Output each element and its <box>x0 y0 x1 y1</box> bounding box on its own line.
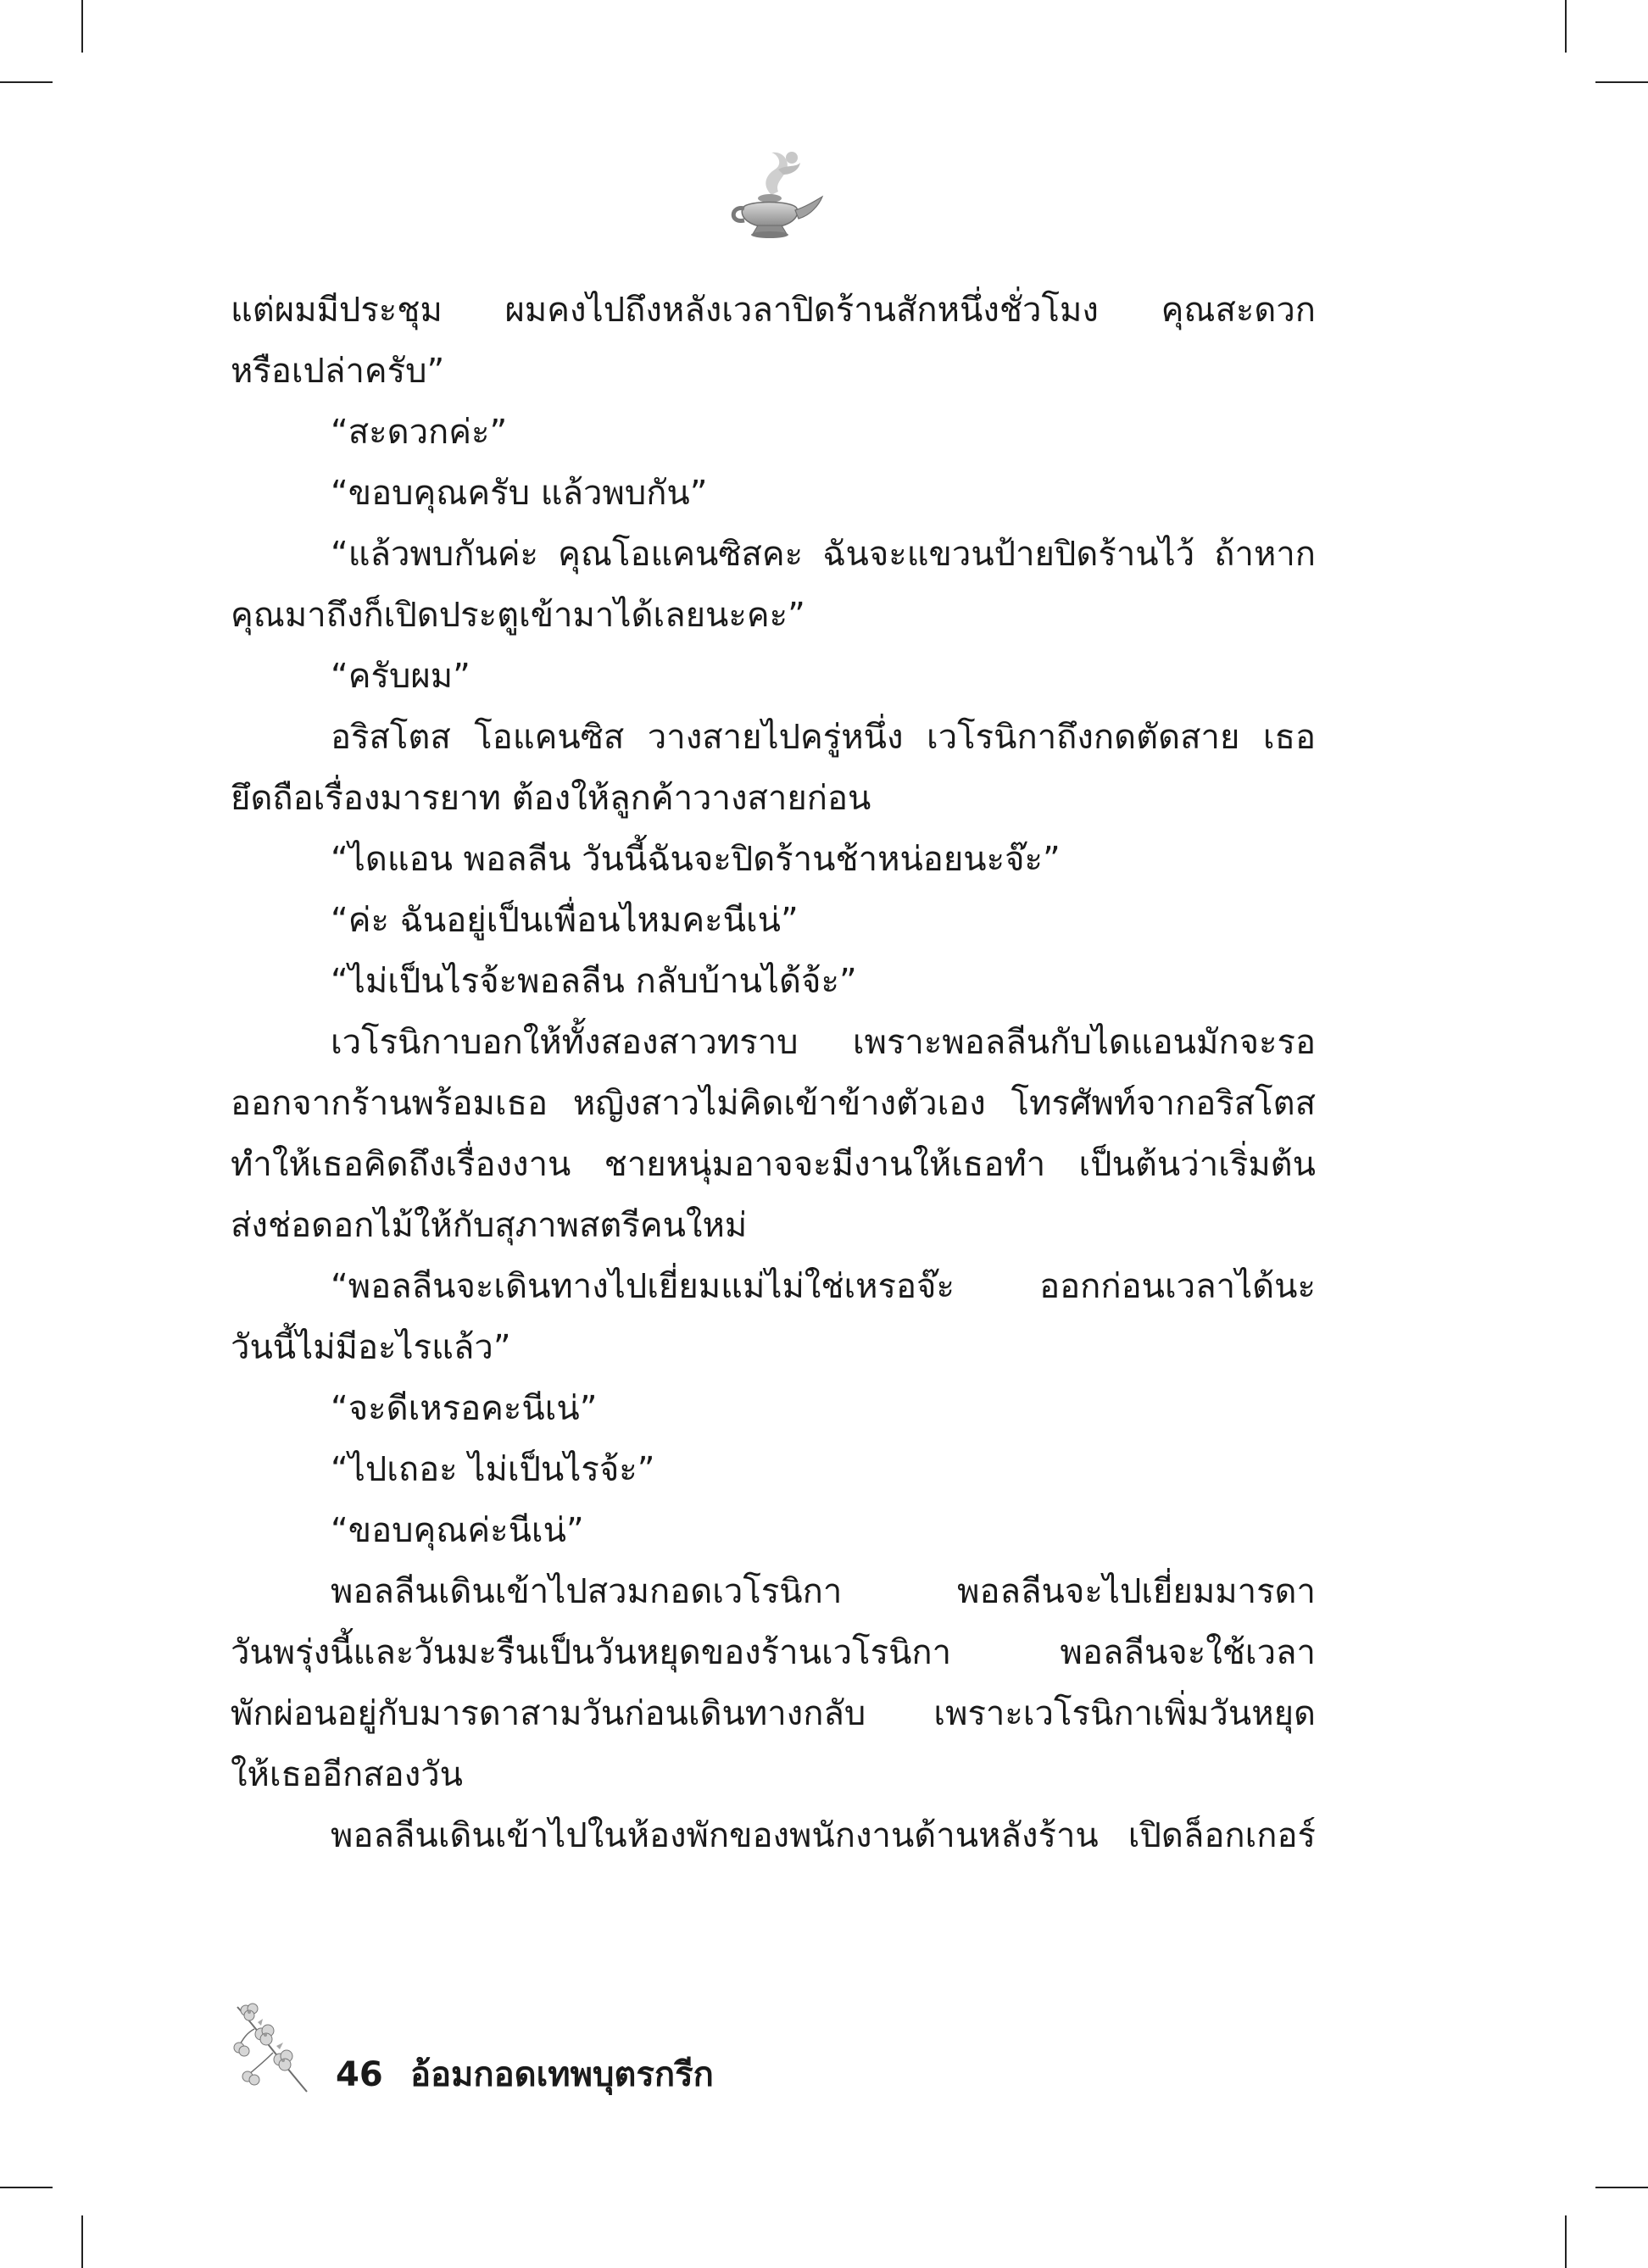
crop-mark-bottom-left <box>81 2215 83 2268</box>
text-line: วันพรุ่งนี้และวันมะรืนเป็นวันหยุดของร้านเวโรนิกา พอลลีนจะใช้เวลา <box>231 1633 1316 1672</box>
text-line: “ค่ะ ฉันอยู่เป็นเพื่อนไหมคะนีเน่” <box>331 901 799 940</box>
flower-branch-icon <box>229 2000 314 2095</box>
text-line: ยึดถือเรื่องมารยาท ต้องให้ลูกค้าวางสายก่อน <box>231 779 871 818</box>
text-line: พอลลีนเดินเข้าไปในห้องพักของพนักงานด้านหลังร้าน เปิดล็อกเกอร์ <box>331 1816 1316 1855</box>
crop-mark-bottom-right-h <box>1595 2187 1648 2188</box>
text-line: เวโรนิกาบอกให้ทั้งสองสาวทราบ เพราะพอลลีนกับไดแอนมักจะรอ <box>331 1023 1316 1062</box>
text-line: “ครับผม” <box>331 657 470 696</box>
page-number: 46 <box>336 2055 383 2094</box>
text-line: “ไดแอน พอลลีน วันนี้ฉันจะปิดร้านช้าหน่อยนะจ๊ะ” <box>331 840 1061 879</box>
text-line: พอลลีนเดินเข้าไปสวมกอดเวโรนิกา พอลลีนจะไปเยี่ยมมารดา <box>331 1572 1316 1611</box>
text-line: ทำให้เธอคิดถึงเรื่องงาน ชายหนุ่มอาจจะมีงานให้เธอทำ เป็นต้นว่าเริ่มต้น <box>231 1145 1316 1184</box>
text-line: แต่ผมมีประชุม ผมคงไปถึงหลังเวลาปิดร้านสักหนึ่งชั่วโมง คุณสะดวก <box>231 291 1316 330</box>
book-title: อ้อมกอดเทพบุตรกรีก <box>410 2055 714 2094</box>
text-line: “แล้วพบกันค่ะ คุณโอแคนซิสคะ ฉันจะแขวนป้ายปิดร้านไว้ ถ้าหาก <box>331 535 1316 574</box>
text-line: ส่งช่อดอกไม้ให้กับสุภาพสตรีคนใหม่ <box>231 1206 748 1245</box>
text-line: “ขอบคุณค่ะนีเน่” <box>331 1511 584 1550</box>
text-line: “ขอบคุณครับ แล้วพบกัน” <box>331 474 708 513</box>
text-line: ให้เธออีกสองวัน <box>231 1755 464 1794</box>
text-line: พักผ่อนอยู่กับมารดาสามวันก่อนเดินทางกลับ เพราะเวโรนิกาเพิ่มวันหยุด <box>231 1694 1316 1733</box>
text-line: วันนี้ไม่มีอะไรแล้ว” <box>231 1328 511 1367</box>
text-line: อริสโตส โอแคนซิส วางสายไปครู่หนึ่ง เวโรนิกาถึงกดตัดสาย เธอ <box>331 718 1316 757</box>
text-line: ออกจากร้านพร้อมเธอ หญิงสาวไม่คิดเข้าข้างตัวเอง โทรศัพท์จากอริสโตส <box>231 1084 1316 1123</box>
body-text <box>231 280 1316 1866</box>
crop-mark-bottom-right <box>1565 2215 1567 2268</box>
text-line: หรือเปล่าครับ” <box>231 352 445 391</box>
crop-mark-top-right-h <box>1595 81 1648 83</box>
text-line: “พอลลีนจะเดินทางไปเยี่ยมแม่ไม่ใช่เหรอจ๊ะ ออกก่อนเวลาได้นะ <box>331 1267 1316 1306</box>
crop-mark-top-left <box>81 0 83 53</box>
crop-mark-top-left-h <box>0 81 53 83</box>
text-line: “สะดวกค่ะ” <box>331 413 508 452</box>
crop-mark-bottom-left-h <box>0 2187 53 2188</box>
lamp-ornament-icon <box>719 136 829 246</box>
text-line: “ไปเถอะ ไม่เป็นไรจ้ะ” <box>331 1450 655 1489</box>
text-line: คุณมาถึงก็เปิดประตูเข้ามาได้เลยนะคะ” <box>231 596 805 635</box>
text-line: “จะดีเหรอคะนีเน่” <box>331 1389 598 1428</box>
text-line: “ไม่เป็นไรจ้ะพอลลีน กลับบ้านได้จ้ะ” <box>331 962 857 1001</box>
crop-mark-top-right <box>1565 0 1567 53</box>
